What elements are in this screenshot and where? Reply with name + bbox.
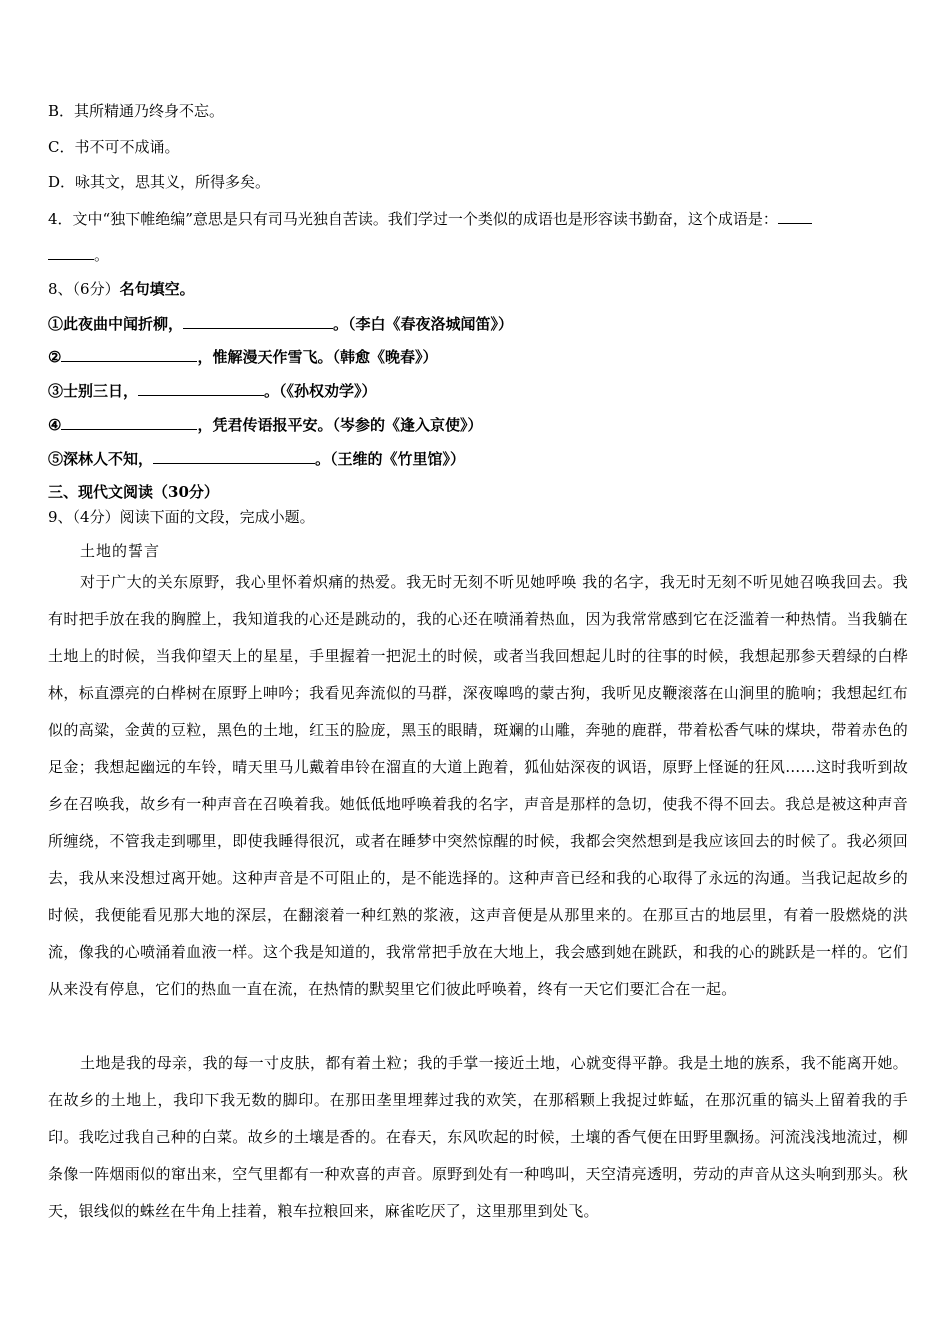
fill-item (48, 414, 482, 435)
question-4-end: 。 (94, 246, 110, 264)
question-4-text: 4．文中“独下帷绝编”意思是只有司马光独自苦读。我们学过一个类似的成语也是形容读书勤奋，这个成语是： (48, 210, 778, 228)
option-b: B．其所精通乃终身不忘。 (48, 102, 225, 120)
option-c: C．书不可不成诵。 (48, 138, 180, 156)
section-heading: 三、现代文阅读（30分） (48, 483, 219, 501)
fill-item-after: ，惟解漫天作雪飞。（韩愈《晚春》） (197, 348, 438, 366)
answer-blank[interactable] (61, 414, 197, 430)
answer-blank[interactable] (48, 244, 94, 260)
answer-blank[interactable] (138, 380, 264, 396)
fill-item (48, 313, 513, 334)
answer-blank[interactable] (61, 346, 197, 362)
passage-paragraph: 土地是我的母亲，我的每一寸皮肤，都有着土粒；我的手掌一接近土地，心就变得平静。我是土地的族系，我不能离开她。在故乡的土地上，我印下我无数的脚印。在那田垄里埋葬过我的欢笑，在那稻颗上我捉过蚱蜢，在那沉重的镐头上留着我的手印。我吃过我自己种的白菜。故乡的土壤是香的。在春天，东风吹起的时候，土壤的香气便在田野里飘扬。河流浅浅地流过，柳条像一阵烟雨似的窜出来，空气里都有一种欢喜的声音。原野到处有一种鸣叫，天空清亮透明，劳动的声音从这头响到那头。秋天，银线似的蛛丝在牛角上挂着，粮车拉粮回来，麻雀吃厌了，这里那里到处飞。 (48, 1054, 908, 1220)
passage-title: 土地的誓言 (80, 542, 161, 560)
fill-item-after: 。（《孙权劝学》） (264, 382, 377, 400)
fill-item-after: 。（王维的《竹里馆》） (315, 450, 466, 468)
fill-item-before: ④ (48, 416, 62, 434)
fill-item-before: ①此夜曲中闻折柳， (48, 315, 184, 333)
fill-item (48, 346, 437, 367)
fill-item-after: 。（李白《春夜洛城闻笛》） (333, 315, 514, 333)
answer-blank[interactable] (778, 208, 812, 224)
question-4-continued (48, 244, 109, 265)
fill-item-before: ③士别三日， (48, 382, 139, 400)
fill-item-before: ② (48, 348, 62, 366)
question-9: 9、（4分）阅读下面的文段，完成小题。 (48, 508, 315, 526)
fill-item-after: ，凭君传语报平安。（岑参的《逢入京使》） (197, 416, 483, 434)
question-4 (48, 208, 812, 229)
fill-item (48, 448, 465, 469)
question-8-prefix: 8、（6分） (48, 280, 120, 298)
passage-paragraph: 对于广大的关东原野，我心里怀着炽痛的热爱。我无时无刻不听见她呼唤 我的名字，我无时无刻不听见她召唤我回去。我有时把手放在我的胸膛上，我知道我的心还是跳动的，我的心还在喷涌着热血，因为我常常感到它在泛滥着一种热情。当我躺在土地上的时候，当我仰望天上的星星，手里握着一把泥土的时候，或者当我回想起儿时的往事的时候，我想起那参天碧绿的白桦林，标直漂亮的白桦树在原野上呻吟；我看见奔流似的马群，深夜嗥鸣的蒙古狗，我听见皮鞭滚落在山涧里的脆响；我想起红布似的高粱，金黄的豆粒，黑色的土地，红玉的脸庞，黑玉的眼睛，斑斓的山雕，奔驰的鹿群，带着松香气味的煤块，带着赤色的足金；我想起幽远的车铃，晴天里马儿戴着串铃在溜直的大道上跑着，狐仙姑深夜的讽语，原野上怪诞的狂风……这时我听到故乡在召唤我，故乡有一种声音在召唤着我。她低低地呼唤着我的名字，声音是那样的急切，使我不得不回去。我总是被这种声音所缠绕，不管我走到哪里，即使我睡得很沉，或者在睡梦中突然惊醒的时候，我都会突然想到是我应该回去的时候了。我必须回去，我从来没想过离开她。这种声音是不可阻止的，是不能选择的。这种声音已经和我的心取得了永远的沟通。当我记起故乡的时候，我便能看见那大地的深层，在翻滚着一种红熟的浆液，这声音便是从那里来的。在那亘古的地层里，有着一股燃烧的洪流，像我的心喷涌着血液一样。这个我是知道的，我常常把手放在大地上，我会感到她在跳跃，和我的心的跳跃是一样的。它们从来没有停息，它们的热血一直在流，在热情的默契里它们彼此呼唤着，终有一天它们要汇合在一起。 (48, 573, 908, 998)
option-d: D．咏其文，思其义，所得多矣。 (48, 173, 271, 191)
question-8-title: 名句填空。 (119, 280, 195, 298)
question-8-heading (48, 279, 195, 299)
answer-blank[interactable] (183, 313, 333, 329)
answer-blank[interactable] (153, 448, 315, 464)
fill-item (48, 380, 377, 401)
fill-item-before: ⑤深林人不知， (48, 450, 154, 468)
